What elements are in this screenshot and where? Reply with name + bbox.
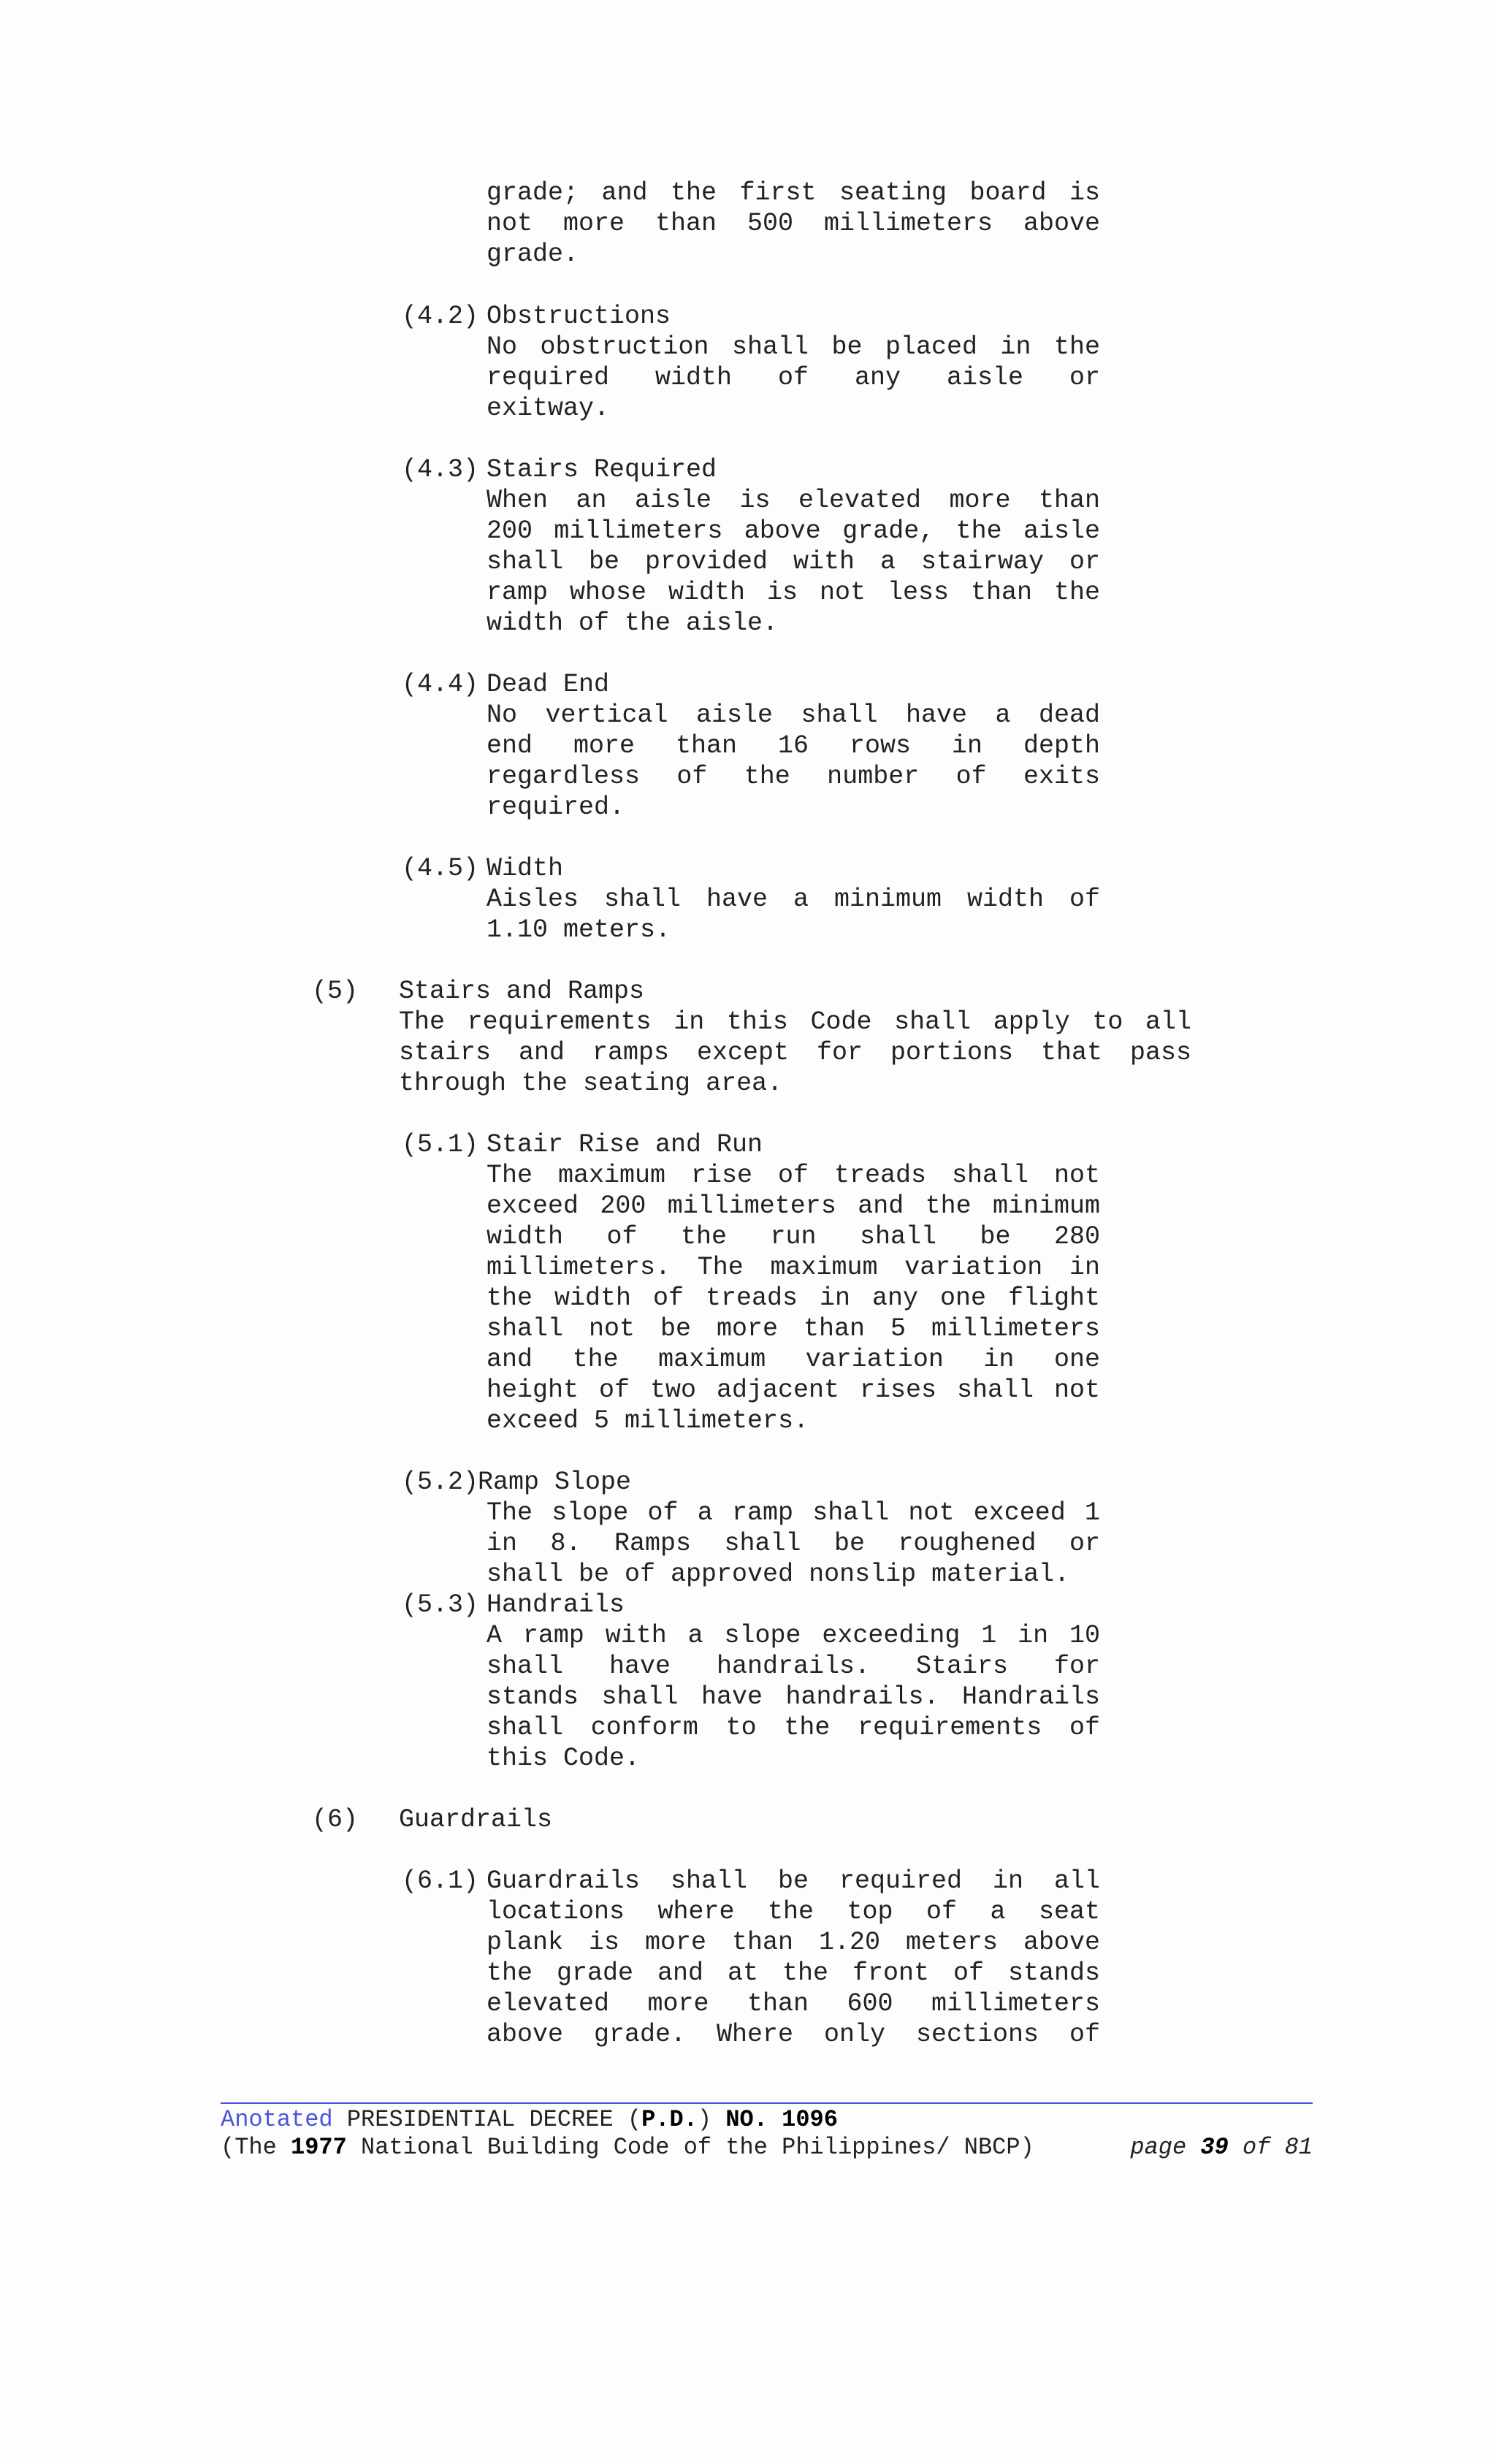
footer-code-line	[221, 2134, 1313, 2162]
section-5-3-line: shall have handrails. Stairs for	[486, 1652, 1100, 1681]
section-5-3-line: A ramp with a slope exceeding 1 in 10	[486, 1621, 1100, 1650]
footer-page-indicator	[1130, 2134, 1313, 2162]
section-4-4-line: regardless of the number of exits	[486, 762, 1100, 791]
footer-year: 1977	[291, 2134, 347, 2161]
section-4-3-line: width of the aisle.	[486, 609, 779, 638]
footer-page-word: page	[1130, 2134, 1201, 2161]
footer-pd: P.D.	[641, 2106, 698, 2133]
section-4-2-line: No obstruction shall be placed in the	[486, 332, 1100, 362]
section-6-title: Guardrails	[399, 1805, 553, 1834]
section-5-2-line: in 8. Ramps shall be roughened or	[486, 1529, 1100, 1558]
section-4-4-line: end more than 16 rows in depth	[486, 731, 1100, 760]
section-5-1-title: Stair Rise and Run	[486, 1130, 763, 1159]
footer-page-total: of 81	[1228, 2134, 1313, 2161]
section-4-3-title: Stairs Required	[486, 455, 717, 484]
section-5-3-line: shall conform to the requirements of	[486, 1713, 1100, 1742]
section-6-1-line: above grade. Where only sections of	[486, 2020, 1100, 2049]
section-5-3-line: this Code.	[486, 1744, 641, 1773]
section-4-3-line: 200 millimeters above grade, the aisle	[486, 516, 1100, 546]
section-4-2-title: Obstructions	[486, 302, 671, 331]
section-5-1-line: and the maximum variation in one	[486, 1345, 1100, 1374]
section-4-2-number: (4.2)	[402, 302, 479, 331]
section-4-2-line: required width of any aisle or	[486, 363, 1100, 392]
footer-close-paren: )	[697, 2106, 726, 2133]
section-4-3-line: shall be provided with a stairway or	[486, 547, 1100, 576]
intro-line-1: grade; and the first seating board is	[486, 178, 1100, 207]
section-6-1-line: locations where the top of a seat	[486, 1897, 1100, 1926]
footer-anotated: Anotated	[221, 2106, 333, 2133]
section-4-5-title: Width	[486, 854, 564, 883]
section-6-1-line: elevated more than 600 millimeters	[486, 1989, 1100, 2018]
section-5-1-line: The maximum rise of treads shall not	[486, 1161, 1100, 1190]
section-4-5-number: (4.5)	[402, 854, 479, 883]
section-4-4-title: Dead End	[486, 670, 610, 699]
section-6-1-line: the grade and at the front of stands	[486, 1958, 1100, 1988]
section-5-1-line: exceed 5 millimeters.	[486, 1406, 809, 1435]
section-5-1-line: the width of treads in any one flight	[486, 1284, 1100, 1313]
section-5-3-line: stands shall have handrails. Handrails	[486, 1682, 1100, 1712]
section-6-number: (6)	[312, 1805, 359, 1834]
intro-line-2: not more than 500 millimeters above	[486, 209, 1100, 238]
section-5-line: through the seating area.	[399, 1069, 783, 1098]
intro-line-3: grade.	[486, 240, 579, 269]
footer-presidential-decree: PRESIDENTIAL DECREE (	[332, 2106, 642, 2133]
footer-code-name: National Building Code of the Philippines/ NBCP)	[346, 2134, 1034, 2161]
footer-decree-number: NO. 1096	[725, 2106, 838, 2133]
section-5-line: stairs and ramps except for portions that pass	[399, 1038, 1191, 1067]
section-5-2-line: The slope of a ramp shall not exceed 1	[486, 1498, 1100, 1527]
section-5-1-line: millimeters. The maximum variation in	[486, 1253, 1100, 1282]
section-5-1-line: height of two adjacent rises shall not	[486, 1376, 1100, 1405]
section-5-3-number: (5.3)	[402, 1590, 479, 1620]
section-5-1-line: shall not be more than 5 millimeters	[486, 1314, 1100, 1343]
section-4-3-number: (4.3)	[402, 455, 479, 484]
section-4-4-line: No vertical aisle shall have a dead	[486, 701, 1100, 730]
section-4-5-line: Aisles shall have a minimum width of	[486, 885, 1100, 914]
section-5-1-line: exceed 200 millimeters and the minimum	[486, 1191, 1100, 1221]
section-5-2-number: (5.2)	[402, 1468, 479, 1497]
section-4-4-line: required.	[486, 793, 625, 822]
section-5-number: (5)	[312, 977, 359, 1006]
section-5-title: Stairs and Ramps	[399, 977, 645, 1006]
section-4-3-line: When an aisle is elevated more than	[486, 486, 1100, 515]
section-5-3-title: Handrails	[486, 1590, 625, 1620]
section-5-2-line: shall be of approved nonslip material.	[486, 1560, 1070, 1589]
section-4-2-line: exitway.	[486, 394, 610, 423]
footer-page-number: 39	[1200, 2134, 1229, 2161]
footer-line2-open: (The	[221, 2134, 291, 2161]
section-4-3-line: ramp whose width is not less than the	[486, 578, 1100, 607]
section-6-1-line: Guardrails shall be required in all	[486, 1866, 1100, 1896]
section-6-1-number: (6.1)	[402, 1866, 479, 1896]
section-4-5-line: 1.10 meters.	[486, 915, 671, 945]
section-5-line: The requirements in this Code shall apply to all	[399, 1007, 1191, 1037]
section-4-4-number: (4.4)	[402, 670, 479, 699]
section-5-2-title: Ramp Slope	[478, 1468, 632, 1497]
section-5-1-number: (5.1)	[402, 1130, 479, 1159]
footer-divider	[221, 2102, 1313, 2104]
section-6-1-line: plank is more than 1.20 meters above	[486, 1928, 1100, 1957]
section-5-1-line: width of the run shall be 280	[486, 1222, 1100, 1251]
footer-title-line	[221, 2106, 838, 2134]
